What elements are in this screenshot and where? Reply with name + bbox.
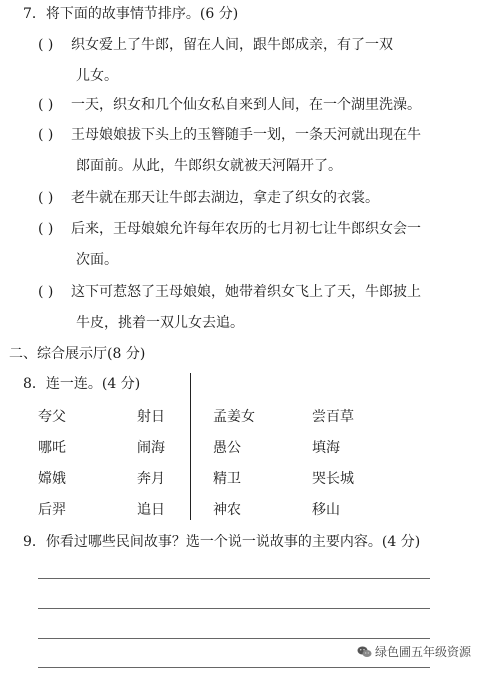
wechat-icon xyxy=(357,646,372,658)
answer-blank[interactable]: ( ) xyxy=(38,37,54,53)
match-right-a: 精卫 xyxy=(213,471,241,487)
section-title: 二、综合展示厅(8 分) xyxy=(9,346,146,362)
item-text: 王母娘娘拔下头上的玉簪随手一划，一条天河就出现在牛 xyxy=(71,127,421,143)
match-right-a: 孟姜女 xyxy=(213,409,255,425)
answer-line[interactable] xyxy=(38,578,430,579)
item-text: 老牛就在那天让牛郎去湖边，拿走了织女的衣裳。 xyxy=(71,190,379,206)
watermark xyxy=(357,643,471,660)
answer-blank[interactable]: ( ) xyxy=(38,284,54,300)
answer-blank[interactable]: ( ) xyxy=(38,221,54,237)
match-left-a: 后羿 xyxy=(38,502,66,518)
match-left-a: 夸父 xyxy=(38,409,66,425)
item-text-cont: 牛皮，挑着一双儿女去追。 xyxy=(76,315,244,331)
answer-blank[interactable]: ( ) xyxy=(38,127,54,143)
q7-title: 7．将下面的故事情节排序。(6 分) xyxy=(23,6,239,22)
match-left-b: 追日 xyxy=(137,502,165,518)
item-text: 织女爱上了牛郎，留在人间，跟牛郎成亲，有了一双 xyxy=(71,37,393,53)
match-left-b: 闹海 xyxy=(137,440,165,456)
answer-line[interactable] xyxy=(38,667,430,668)
item-text: 后来，王母娘娘允许每年农历的七月初七让牛郎织女会一 xyxy=(71,221,421,237)
column-divider xyxy=(190,373,191,520)
answer-blank[interactable]: ( ) xyxy=(38,190,54,206)
item-text: 一天，织女和几个仙女私自来到人间，在一个湖里洗澡。 xyxy=(71,97,421,113)
match-right-b: 移山 xyxy=(312,502,340,518)
item-text-cont: 郎面前。从此，牛郎织女就被天河隔开了。 xyxy=(76,158,342,174)
answer-blank[interactable]: ( ) xyxy=(38,97,54,113)
item-text-cont: 次面。 xyxy=(76,252,118,268)
match-right-b: 填海 xyxy=(312,440,340,456)
match-right-b: 哭长城 xyxy=(312,471,354,487)
answer-line[interactable] xyxy=(38,638,430,639)
match-left-b: 奔月 xyxy=(137,471,165,487)
item-text: 这下可惹怒了王母娘娘，她带着织女飞上了天，牛郎披上 xyxy=(71,284,421,300)
watermark-text: 绿色圃五年级资源 xyxy=(375,645,472,659)
q9-title: 9．你看过哪些民间故事？选一个说一说故事的主要内容。(4 分) xyxy=(23,534,421,550)
match-right-a: 神农 xyxy=(213,502,241,518)
match-right-b: 尝百草 xyxy=(312,409,354,425)
match-left-a: 哪吒 xyxy=(38,440,66,456)
match-left-a: 嫦娥 xyxy=(38,471,66,487)
match-right-a: 愚公 xyxy=(213,440,241,456)
answer-line[interactable] xyxy=(38,608,430,609)
q8-title: 8．连一连。(4 分) xyxy=(23,376,141,392)
item-text-cont: 儿女。 xyxy=(76,68,118,84)
match-left-b: 射日 xyxy=(137,409,165,425)
